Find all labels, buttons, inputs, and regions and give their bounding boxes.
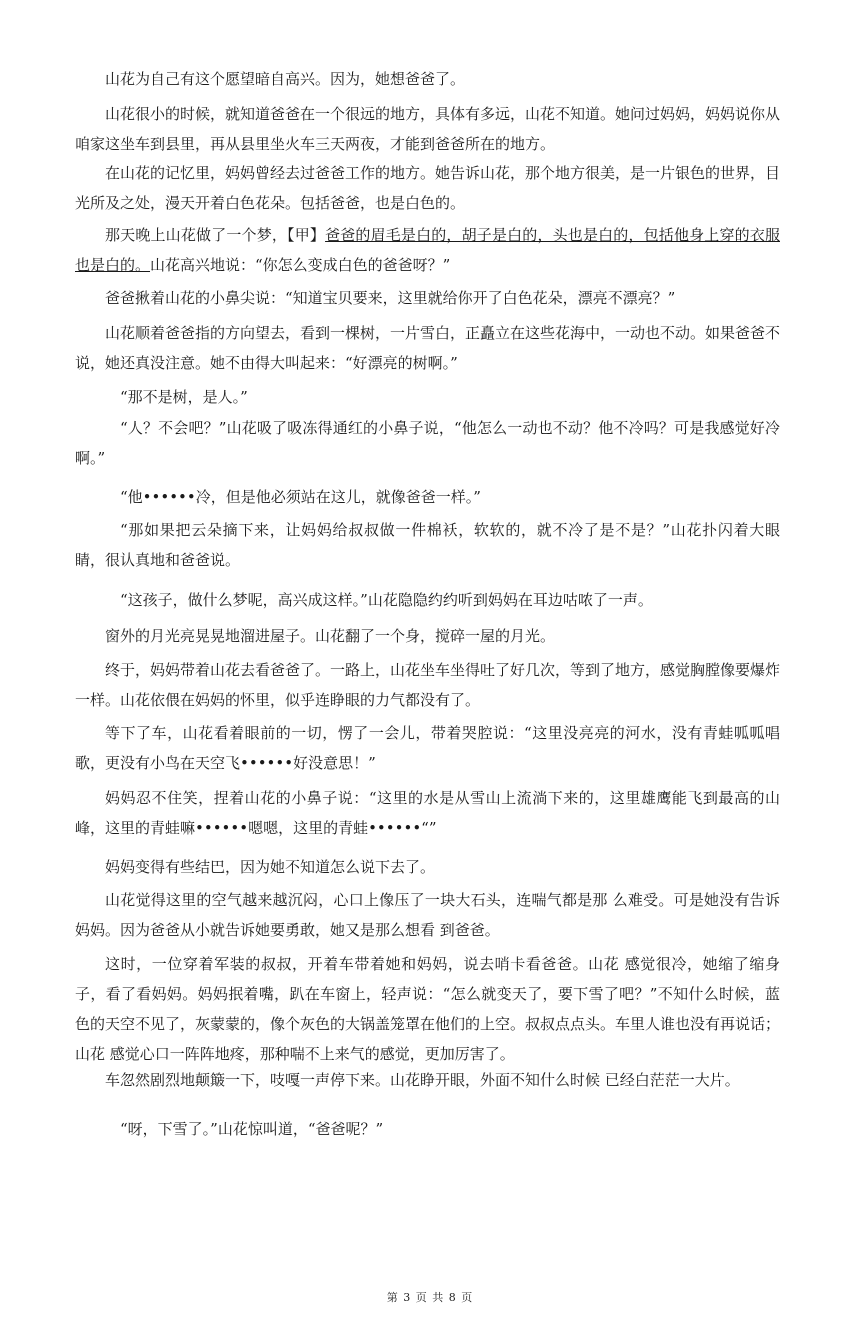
paragraph: 在山花的记忆里，妈妈曾经去过爸爸工作的地方。她告诉山花，那个地方很美，是一片银色的世界，目光所及之处，漫天开着白色花朵。包括爸爸，也是白色的。 [75, 164, 781, 212]
paragraph: 窗外的月光亮晃晃地溜进屋子。山花翻了一个身，搅碎一屋的月光。 [105, 627, 556, 645]
page-footer: 第 3 页 共 8 页 [386, 1291, 474, 1304]
underlined-passage-jia: 爸爸的眉毛是白的，胡子是白的，头也是白的，包括他身上穿的衣服也是白的。 [75, 226, 780, 274]
paragraph: 山花为自己有这个愿望暗自高兴。因为，她想爸爸了。 [105, 70, 466, 88]
paragraph-tail: 山花高兴地说：“你怎么变成白色的爸爸呀？” [150, 256, 451, 274]
paragraph: 等下了车，山花看着眼前的一切，愣了一会儿，带着哭腔说：“这里没亮亮的河水，没有青蛙呱呱唱歌，更没有小鸟在天空飞••••••好没意思！” [75, 724, 780, 772]
paragraph: “那不是树，是人。” [120, 388, 248, 406]
paragraph: “呀，下雪了。”山花惊叫道，“爸爸呢？” [120, 1120, 384, 1138]
paragraph: 山花觉得这里的空气越来越沉闷，心口上像压了一块大石头，连喘气都是那 么难受。可是她没有告诉妈妈。因为爸爸从小就告诉她要勇敢，她又是那么想看 到爸爸。 [75, 891, 780, 939]
paragraph: 妈妈忍不住笑，捏着山花的小鼻子说：“这里的水是从雪山上流淌下来的，这里雄鹰能飞到最高的山峰，这里的青蛙嘛••••••嗯嗯，这里的青蛙••••••“” [75, 789, 780, 837]
paragraph: 终于，妈妈带着山花去看爸爸了。一路上，山花坐车坐得吐了好几次，等到了地方，感觉胸膛像要爆炸一样。山花依偎在妈妈的怀里，似乎连睁眼的力气都没有了。 [75, 661, 781, 709]
paragraph: “这孩子，做什么梦呢，高兴成这样。”山花隐隐约约听到妈妈在耳边咕哝了一声。 [120, 591, 653, 609]
paragraph: 车忽然剧烈地颠簸一下，吱嘎一声停下来。山花睁开眼，外面不知什么时候 已经白茫茫一大片。 [105, 1071, 740, 1089]
paragraph: 山花顺着爸爸指的方向望去，看到一棵树，一片雪白，正矗立在这些花海中，一动也不动。如果爸爸不说，她还真没注意。她不由得大叫起来：“好漂亮的树啊。” [75, 324, 781, 372]
paragraph: 山花很小的时候，就知道爸爸在一个很远的地方，具体有多远，山花不知道。她问过妈妈，妈妈说你从咱家这坐车到县里，再从县里坐火车三天两夜，才能到爸爸所在的地方。 [75, 105, 781, 153]
paragraph: “他••••••冷，但是他必须站在这儿，就像爸爸一样。” [120, 488, 481, 506]
paragraph: “那如果把云朵摘下来，让妈妈给叔叔做一件棉袄，软软的，就不冷了是不是？”山花扑闪着大眼睛，很认真地和爸爸说。 [75, 521, 780, 569]
paragraph: 爸爸揪着山花的小鼻尖说：“知道宝贝要来，这里就给你开了白色花朵，漂亮不漂亮？” [105, 289, 676, 307]
paragraph [75, 220, 780, 280]
paragraph: 妈妈变得有些结巴，因为她不知道怎么说下去了。 [105, 858, 436, 876]
paragraph: “人？不会吧？”山花吸了吸冻得通红的小鼻子说，“他怎么一动也不动？他不冷吗？可是我感觉好冷啊。” [75, 419, 780, 467]
paragraph: 这时，一位穿着军装的叔叔，开着车带着她和妈妈，说去哨卡看爸爸。山花 感觉很冷，她缩了缩身子，看了看妈妈。妈妈抿着嘴，趴在车窗上，轻声说：“怎么就变天了，要下雪了吧？”不知什么时候，蓝色的天空不见了，灰蒙蒙的，像个灰色的大锅盖笼罩在他们的上空。叔叔点点头。车里人谁也没有再说话；山花 感觉心口一阵阵地疼，那种喘不上来气的感觉，更加厉害了。 [75, 955, 781, 1063]
paragraph-lead: 那天晚上山花做了一个梦，【甲】 [105, 226, 326, 244]
